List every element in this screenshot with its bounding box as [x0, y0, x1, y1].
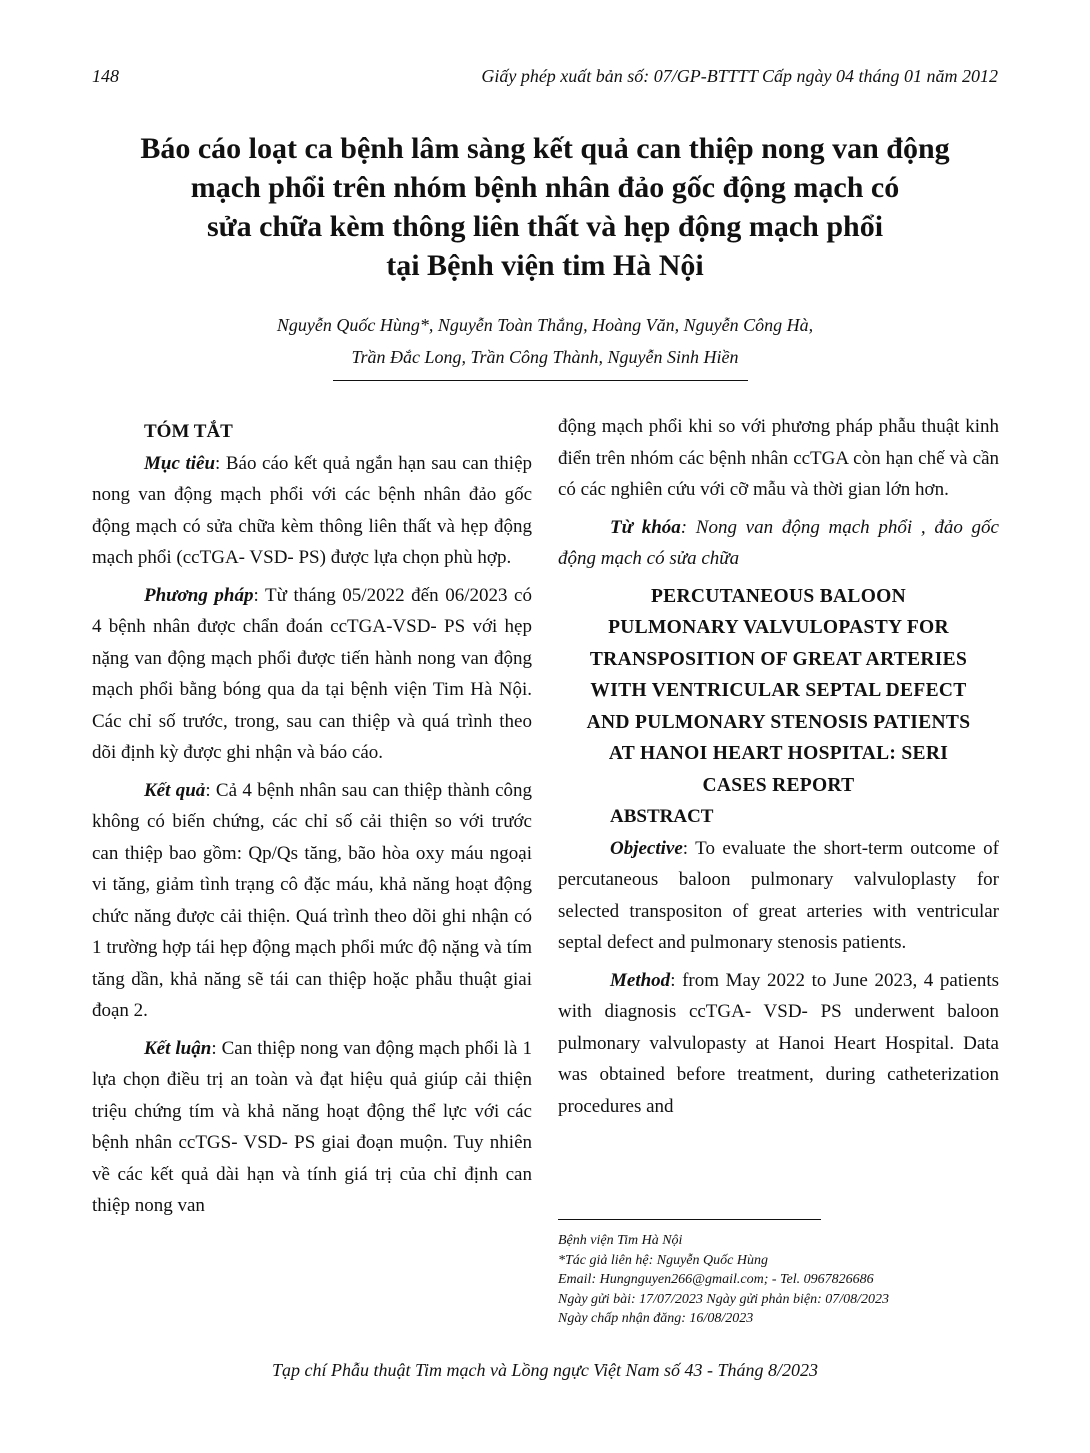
author-line: Nguyễn Quốc Hùng*, Nguyễn Toàn Thắng, Hoàng Văn, Nguyễn Công Hà,: [276, 315, 814, 335]
footnote-divider: [558, 1219, 821, 1220]
english-title: [558, 581, 999, 802]
author-list: [90, 309, 1000, 373]
title-line: tại Bệnh viện tim Hà Nội: [386, 249, 704, 282]
dates-note: Ngày gửi bài: 17/07/2023 Ngày gửi phản biện: 07/08/2023: [558, 1291, 890, 1307]
title-divider: [333, 380, 748, 381]
en-method-label: Method: [610, 969, 671, 991]
en-title-line: TRANSPOSITION OF GREAT ARTERIES: [589, 648, 968, 670]
vn-objective-paragraph: [92, 448, 532, 574]
vn-objective-label: Mục tiêu: [144, 452, 216, 474]
vn-method-text: : Từ tháng 05/2022 đến 06/2023 có 4 bệnh nhân được chẩn đoán ccTGA-VSD- PS với hẹp nặng van động mạch phổi được tiến hành nong van động mạch phổi bằng bóng qua da tại bệnh viện Tim Hà Nội. Các chỉ số trước, trong, sau can thiệp và quá trình theo dõi định kỳ được ghi nhận và báo cáo.: [92, 584, 532, 763]
contact-note: Email: Hungnguyen266@gmail.com; - Tel. 0967826686: [558, 1272, 874, 1287]
author-line: Trần Đắc Long, Trần Công Thành, Nguyễn Sinh Hiền: [351, 347, 739, 367]
vn-conclusion-paragraph: [92, 1033, 532, 1222]
title-line: sửa chữa kèm thông liên thất và hẹp động mạch phổi: [206, 210, 884, 243]
vn-result-text: : Cả 4 bệnh nhân sau can thiệp thành công không có biến chứng, các chỉ số cải thiện so với trước can thiệp bao gồm: Qp/Qs tăng, bão hòa oxy máu ngoại vi tăng, giảm tình trạng cô đặc máu, khả năng hoạt động chức năng được cải thiện. Quá trình theo dõi ghi nhận có 1 trường hợp tái hẹp động mạch phổi mức độ nặng và tím tăng dần, khả năng sẽ tái can thiệp hoặc phẫu thuật giai đoạn 2.: [92, 779, 533, 1021]
vn-conclusion-text: : Can thiệp nong van động mạch phổi là 1 lựa chọn điều trị an toàn và đạt hiệu quả giúp cải thiện triệu chứng tím và khả năng hoạt động thể lực với các bệnh nhân ccTGS- VSD- PS giai đoạn muộn. Tuy nhiên về các kết quả dài hạn và tính giá trị của chỉ định can thiệp nong van: [92, 1037, 532, 1216]
vn-objective-text: : Báo cáo kết quả ngắn hạn sau can thiệp nong van động mạch phổi với các bệnh nhân đảo gốc động mạch có sửa chữa kèm thông liên thất và hẹp động mạch phổi (ccTGA- VSD- PS) được lựa chọn phù hợp.: [92, 452, 532, 568]
accepted-date-note: Ngày chấp nhận đăng: 16/08/2023: [558, 1311, 754, 1326]
en-title-line: AT HANOI HEART HOSPITAL: SERI: [608, 743, 949, 764]
keywords-label: Từ khóa: [610, 516, 681, 538]
keywords-paragraph: [558, 512, 999, 575]
vn-conclusion-label: Kết luận: [144, 1037, 212, 1059]
article-title: [90, 129, 1000, 285]
en-objective-paragraph: [558, 833, 999, 959]
en-title-line: AND PULMONARY STENOSIS PATIENTS: [586, 711, 971, 733]
en-title-line: PERCUTANEOUS BALOON: [650, 585, 907, 607]
en-title-line: PULMONARY VALVULOPASTY FOR: [608, 617, 949, 638]
right-column: [558, 411, 999, 1122]
title-line: mạch phổi trên nhóm bệnh nhân đảo gốc động mạch có: [190, 171, 900, 204]
vn-method-paragraph: [92, 580, 532, 769]
license-info: Giấy phép xuất bản số: 07/GP-BTTTT Cấp ngày 04 tháng 01 năm 2012: [481, 66, 998, 86]
en-title-line: CASES REPORT: [702, 774, 855, 796]
footnotes: [558, 1231, 999, 1329]
left-column: [92, 416, 532, 1222]
en-method-paragraph: [558, 965, 999, 1123]
affiliation-note: Bệnh viện Tim Hà Nội: [558, 1233, 683, 1248]
en-title-line: WITH VENTRICULAR SEPTAL DEFECT: [590, 680, 967, 701]
keywords-text: : Nong van động mạch phổi , đảo gốc động mạch có sửa chữa: [558, 516, 999, 569]
vn-abstract-heading: TÓM TẮT: [144, 421, 233, 442]
vn-conclusion-continued: động mạch phổi khi so với phương pháp phẫu thuật kinh điển trên nhóm các bệnh nhân ccTGA còn hạn chế và cần có các nghiên cứu với cỡ mẫu và thời gian lớn hơn.: [558, 416, 999, 500]
vn-result-label: Kết quả: [144, 779, 206, 801]
title-line: Báo cáo loạt ca bệnh lâm sàng kết quả can thiệp nong van động: [140, 132, 950, 165]
en-abstract-heading: ABSTRACT: [610, 806, 714, 827]
en-method-text: : from May 2022 to June 2023, 4 patients with diagnosis ccTGA- VSD- PS underwent baloon pulmonary valvulopasty at Hanoi Heart Hospital. Data was obtained before treatment, during catheterization procedures and: [558, 969, 999, 1117]
corresponding-author-note: *Tác giả liên hệ: Nguyễn Quốc Hùng: [558, 1252, 768, 1268]
en-objective-text: : To evaluate the short-term outcome of percutaneous baloon pulmonary valvuloplasty for selected transpositon of great arteries with ventricular septal defect and pulmonary stenosis patients.: [558, 837, 999, 953]
vn-result-paragraph: [92, 775, 532, 1027]
page-number: 148: [92, 66, 119, 86]
running-header: [92, 66, 998, 92]
en-objective-label: Objective: [610, 837, 683, 859]
vn-method-label: Phương pháp: [144, 584, 254, 606]
journal-footer: Tạp chí Phẫu thuật Tim mạch và Lồng ngực Việt Nam số 43 - Tháng 8/2023: [272, 1360, 818, 1380]
